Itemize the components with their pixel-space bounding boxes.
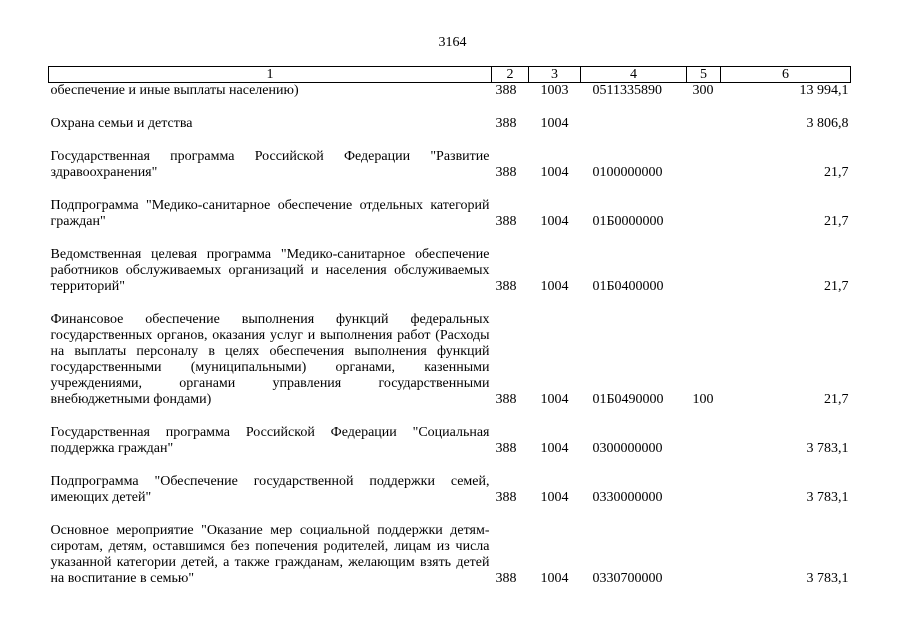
row-target-code: 0330000000 (592, 490, 663, 505)
table-header (49, 67, 851, 83)
row-section-code: 1004 (540, 571, 569, 586)
row-amount: 13 994,1 (799, 83, 849, 98)
table-row (49, 295, 851, 408)
table-row (49, 408, 851, 457)
row-amount: 21,7 (824, 392, 849, 407)
row-target-code: 0511335890 (592, 83, 662, 98)
table-row (49, 99, 851, 132)
row-name: Финансовое обеспечение выполнения функций федеральных государственных органов, оказания услуг и выполнения работ (Расходы на выплаты персоналу в целях обеспечения выполнения функций государственными (муниципальными) органами, казенными учреждениями, органами управления государственными внебюджетными фондами) (50, 312, 490, 407)
row-expense-type (687, 506, 721, 587)
table-row (49, 132, 851, 181)
row-section-code: 1004 (540, 490, 569, 505)
row-target-code: 0100000000 (592, 165, 663, 180)
header-col-6: 6 (721, 67, 851, 83)
row-target-code: 0330700000 (592, 571, 663, 586)
row-expense-type: 100 (692, 392, 714, 407)
page-number: 3164 (438, 35, 467, 50)
row-name: Государственная программа Российской Федерации "Социальная поддержка граждан" (50, 425, 490, 456)
row-name: Охрана семьи и детства (50, 116, 193, 131)
header-col-4: 4 (581, 67, 687, 83)
row-amount: 21,7 (824, 214, 849, 229)
row-amount: 21,7 (824, 279, 849, 294)
row-name: обеспечение и иные выплаты населению) (50, 83, 299, 98)
row-target-code: 01Б0490000 (592, 392, 664, 407)
row-amount: 21,7 (824, 165, 849, 180)
row-name: Основное мероприятие "Оказание мер социальной поддержки детям-сиротам, детям, оставшимся без попечения родителей, лицам из числа указанной категории детей, а также гражданам, желающим взять детей на воспитание в семью" (50, 523, 490, 586)
row-admin-code: 388 (495, 490, 517, 505)
row-section-code: 1004 (540, 279, 569, 294)
header-col-5: 5 (687, 67, 721, 83)
row-expense-type (687, 230, 721, 295)
table-row (49, 506, 851, 587)
row-target-code: 01Б0000000 (592, 214, 664, 229)
table-row (49, 230, 851, 295)
row-target-code: 01Б0400000 (592, 279, 664, 294)
header-col-2: 2 (492, 67, 529, 83)
header-col-1: 1 (49, 67, 492, 83)
row-section-code: 1004 (540, 441, 569, 456)
row-admin-code: 388 (495, 392, 517, 407)
row-section-code: 1004 (540, 165, 569, 180)
row-name: Государственная программа Российской Федерации "Развитие здравоохранения" (50, 149, 490, 180)
budget-table (48, 66, 851, 587)
table-row (49, 457, 851, 506)
row-expense-type (687, 457, 721, 506)
row-target-code: 0300000000 (592, 441, 663, 456)
row-admin-code: 388 (495, 165, 517, 180)
row-amount: 3 783,1 (806, 441, 849, 456)
row-expense-type (687, 181, 721, 230)
table-row (49, 83, 851, 100)
row-section-code: 1004 (540, 116, 569, 131)
row-name: Ведомственная целевая программа "Медико-санитарное обеспечение работников обслуживаемых организаций и населения обслуживаемых территорий" (50, 247, 490, 294)
row-amount: 3 806,8 (806, 116, 849, 131)
row-admin-code: 388 (495, 279, 517, 294)
table-body (49, 83, 851, 588)
row-admin-code: 388 (495, 214, 517, 229)
row-admin-code: 388 (495, 83, 517, 98)
row-target-code (581, 99, 687, 132)
row-amount: 3 783,1 (806, 490, 849, 505)
row-admin-code: 388 (495, 441, 517, 456)
row-section-code: 1003 (540, 83, 569, 98)
row-amount: 3 783,1 (806, 571, 849, 586)
row-admin-code: 388 (495, 571, 517, 586)
row-expense-type (687, 99, 721, 132)
row-expense-type: 300 (692, 83, 714, 98)
row-name: Подпрограмма "Медико-санитарное обеспечение отдельных категорий граждан" (50, 198, 490, 229)
row-admin-code: 388 (495, 116, 517, 131)
row-expense-type (687, 132, 721, 181)
row-section-code: 1004 (540, 214, 569, 229)
table-row (49, 181, 851, 230)
row-name: Подпрограмма "Обеспечение государственной поддержки семей, имеющих детей" (50, 474, 490, 505)
header-col-3: 3 (529, 67, 581, 83)
row-expense-type (687, 408, 721, 457)
row-section-code: 1004 (540, 392, 569, 407)
